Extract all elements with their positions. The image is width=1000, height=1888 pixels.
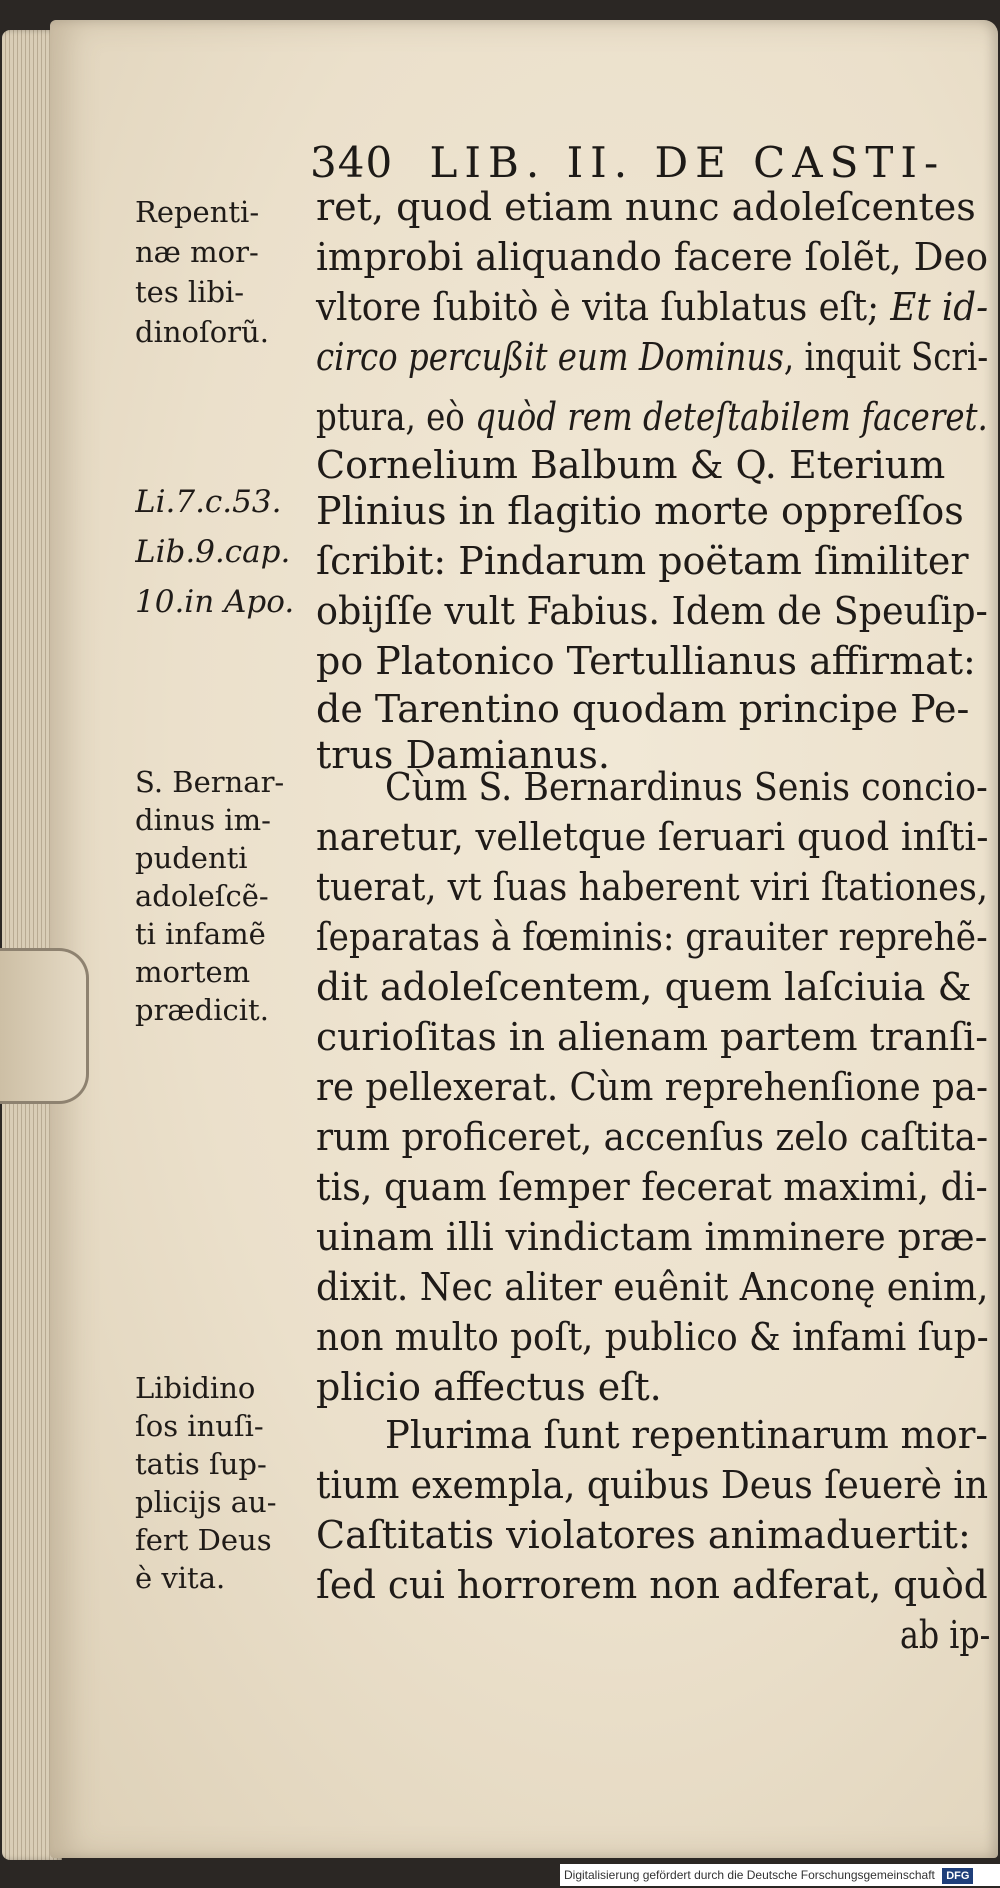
roman-run: Plinius in flagitio morte oppreſſos <box>316 489 964 533</box>
italic-run: circo percußit eum Dominus <box>316 335 784 379</box>
margin-note-line: pudenti <box>135 841 248 875</box>
text-line <box>316 1062 989 1112</box>
text-line <box>316 962 988 1012</box>
roman-run: tium exempla, quibus Deus ſeuerè in <box>316 1463 989 1507</box>
text-line <box>316 486 988 536</box>
margin-note-line: S. Bernar- <box>135 765 285 799</box>
margin-note-line: ſos inuſi- <box>135 1409 264 1443</box>
text-line <box>316 1362 988 1412</box>
text-line <box>316 392 988 442</box>
roman-run: rum proficeret, accenſus zelo caſtita- <box>316 1115 989 1159</box>
margin-note-line: ti infamẽ <box>135 917 266 951</box>
text-line <box>316 586 988 636</box>
text-line <box>316 1560 988 1610</box>
margin-note-line: Lib.9.cap. <box>135 534 291 570</box>
roman-run: obijſſe vult Fabius. Idem de Speuſip- <box>316 589 988 633</box>
margin-note-line: plicijs au- <box>135 1485 277 1519</box>
text-line <box>316 232 989 282</box>
roman-run: improbi aliquando facere ſolẽt, Deo <box>316 235 989 279</box>
text-line <box>316 1112 989 1162</box>
text-line <box>385 1410 988 1460</box>
margin-note-line: Libidino <box>135 1371 256 1405</box>
margin-note-line: è vita. <box>135 1561 226 1595</box>
roman-run: Caſtitatis violatores animaduertit: <box>316 1513 971 1557</box>
text-line <box>385 762 988 812</box>
roman-run: ſed cui horrorem non adferat, quòd <box>316 1563 988 1607</box>
margin-note-line: Repenti- <box>135 195 260 229</box>
text-line <box>316 182 988 232</box>
header-title: LIB. II. DE CASTI- <box>429 138 946 187</box>
text-line <box>316 1262 989 1312</box>
roman-run: ab ip- <box>900 1613 991 1657</box>
roman-run: tis, quam ſemper fecerat maximi, di- <box>316 1165 988 1209</box>
margin-note-line: tatis ſup- <box>135 1447 267 1481</box>
text-line <box>316 282 989 332</box>
roman-run: dixit. Nec aliter euênit Anconę enim, <box>316 1265 989 1309</box>
roman-run: uinam illi vindictam imminere præ- <box>316 1215 988 1259</box>
text-line <box>316 812 989 862</box>
text-line <box>900 1610 991 1660</box>
roman-run: ptura, eò <box>316 395 465 439</box>
dfg-logo: DFG <box>942 1868 973 1884</box>
digitization-footer <box>560 1864 1000 1886</box>
page-number: 340 <box>310 138 394 187</box>
roman-run: ret, quod etiam nunc adoleſcentes <box>316 185 976 229</box>
text-line <box>316 912 988 962</box>
roman-run: curioſitas in alienam partem tranſi- <box>316 1015 988 1059</box>
roman-run: trus Damianus. <box>316 733 610 777</box>
text-line <box>316 1162 988 1212</box>
margin-note-line: tes libi- <box>135 275 245 309</box>
roman-run: plicio affectus eſt. <box>316 1365 662 1409</box>
margin-note-line: Li.7.c.53. <box>135 484 282 520</box>
roman-run: ſeparatas à fœminis: grauiter reprehẽ- <box>316 915 988 959</box>
margin-note-line: mortem <box>135 955 251 989</box>
footer-text: Digitalisierung gefördert durch die Deutsche Forschungsgemeinschaft <box>564 1868 935 1882</box>
roman-run: ſcribit: Pindarum poëtam ſimiliter <box>316 539 969 583</box>
italic-run: Et id- <box>879 285 989 329</box>
text-line <box>316 1460 989 1510</box>
roman-run: dit adoleſcentem, quem laſciuia & <box>316 965 972 1009</box>
text-line <box>316 1312 989 1362</box>
margin-note-line: fert Deus <box>135 1523 272 1557</box>
roman-run: vltore ſubitò è vita ſublatus eſt; <box>316 285 880 329</box>
text-line <box>316 440 988 490</box>
text-line <box>316 1510 988 1560</box>
text-line <box>316 636 988 686</box>
margin-note-line: 10.in Apo. <box>135 584 295 620</box>
roman-run: Plurima ſunt repentinarum mor- <box>385 1413 988 1457</box>
text-line <box>316 684 988 734</box>
text-line <box>316 332 989 382</box>
text-line <box>316 1212 988 1262</box>
roman-run: po Platonico Tertullianus affirmat: <box>316 639 976 683</box>
book-clasp <box>0 948 89 1104</box>
roman-run: , inquit Scri- <box>783 335 989 379</box>
roman-run: de Tarentino quodam principe Pe- <box>316 687 970 731</box>
margin-note-line: dinus im- <box>135 803 271 837</box>
running-header <box>310 138 990 188</box>
text-line <box>316 1012 988 1062</box>
text-line <box>316 536 988 586</box>
roman-run: tuerat, vt ſuas haberent viri ſtationes, <box>316 865 989 909</box>
roman-run: naretur, velletque ſeruari quod inſti- <box>316 815 989 859</box>
text-line <box>316 862 989 912</box>
italic-run: quòd rem deteſtabilem faceret. <box>464 395 988 439</box>
roman-run: Cùm S. Bernardinus Senis concio- <box>385 765 988 809</box>
margin-note-line: næ mor- <box>135 235 259 269</box>
roman-run: re pellexerat. Cùm reprehenſione pa- <box>316 1065 989 1109</box>
roman-run: non multo poſt, publico & infami ſup- <box>316 1315 989 1359</box>
margin-note-line: prædicit. <box>135 993 269 1027</box>
roman-run: Cornelium Balbum & Q. Eterium <box>316 443 946 487</box>
margin-note-line: dinoſorũ. <box>135 315 269 349</box>
margin-note-line: adoleſcẽ- <box>135 879 269 913</box>
